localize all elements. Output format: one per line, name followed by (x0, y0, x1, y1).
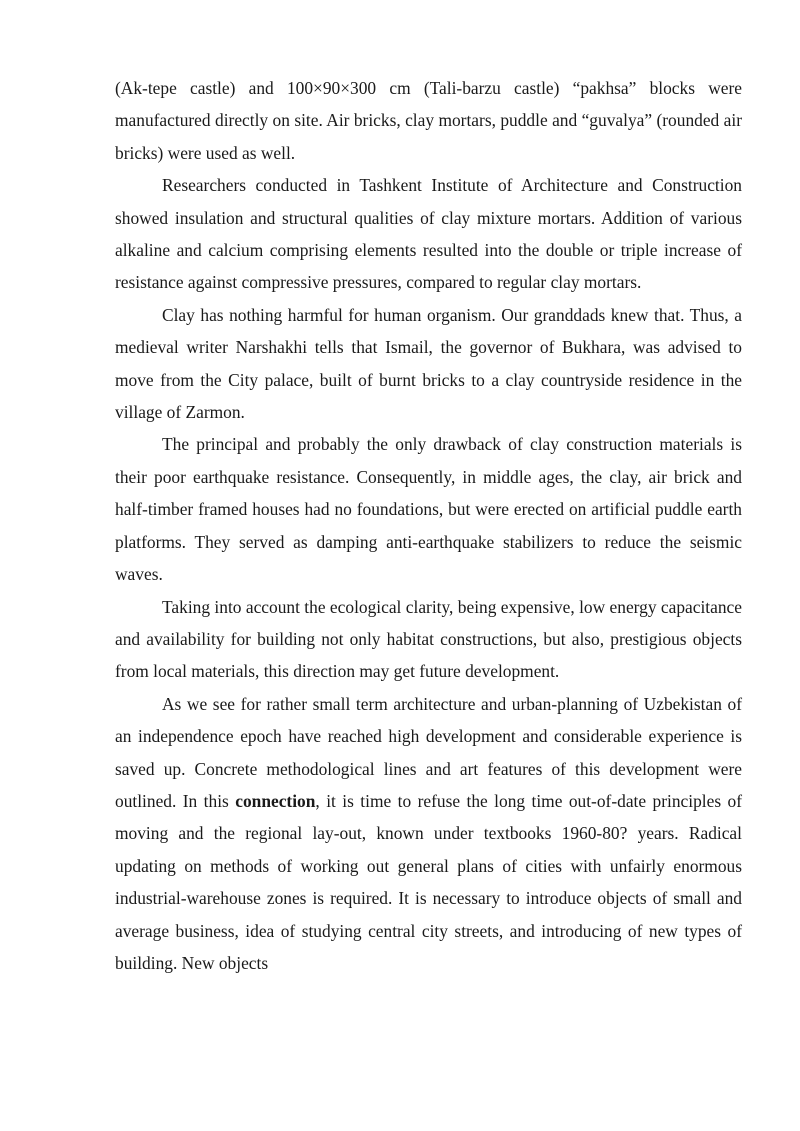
paragraph-future-development: Taking into account the ecological clarity, being expensive, low energy capacitance and availability for building not only habitat constructions, but also, prestigious objects from local materials, this direction may get future development. (115, 596, 742, 682)
bold-term: connection (235, 790, 316, 811)
paragraph-text-after: , it is time to refuse the long time out-of-date principles of moving and the regional lay-out, known under textbooks 1960-80? years. Radical updating on methods of working out general plans of cities with unfairly enormous industrial-warehouse zones is required. It is necessary to introduce objects of small and average business, idea of studying central city streets, and introducing of new types of building. New objects (115, 790, 743, 973)
paragraph-castle-blocks: (Ak-tepe castle) and 100×90×300 cm (Tali-barzu castle) “pakhsa” blocks were manufactured directly on site. Air bricks, clay mortars, puddle and “guvalya” (rounded air bricks) were used as well. (115, 78, 742, 163)
paragraph-urban-planning (115, 688, 742, 980)
paragraph-text-before: As we see for rather small term architecture and urban-planning of Uzbekistan of an independence epoch have reached high development and considerable experience is saved up. Concrete methodological lines and art features of this development were outlined. In this (115, 693, 742, 811)
paragraph-earthquake-drawback: The principal and probably the only drawback of clay construction materials is their poor earthquake resistance. Consequently, in middle ages, the clay, air brick and half-timber framed houses had no foundations, but were erected on artificial puddle earth platforms. They served as damping anti-earthquake stabilizers to reduce the seismic waves. (115, 434, 742, 585)
paragraph-clay-health: Clay has nothing harmful for human organism. Our granddads knew that. Thus, a medieval writer Narshakhi tells that Ismail, the governor of Bukhara, was advised to move from the City palace, built of burnt bricks to a clay countryside residence in the village of Zarmon. (115, 304, 742, 423)
document-page (115, 72, 742, 979)
paragraph-clay-mortar-research: Researchers conducted in Tashkent Institute of Architecture and Construction showed insulation and structural qualities of clay mixture mortars. Addition of various alkaline and calcium comprising elements resulted into the double or triple increase of resistance against compressive pressures, compared to regular clay mortars. (115, 175, 742, 293)
